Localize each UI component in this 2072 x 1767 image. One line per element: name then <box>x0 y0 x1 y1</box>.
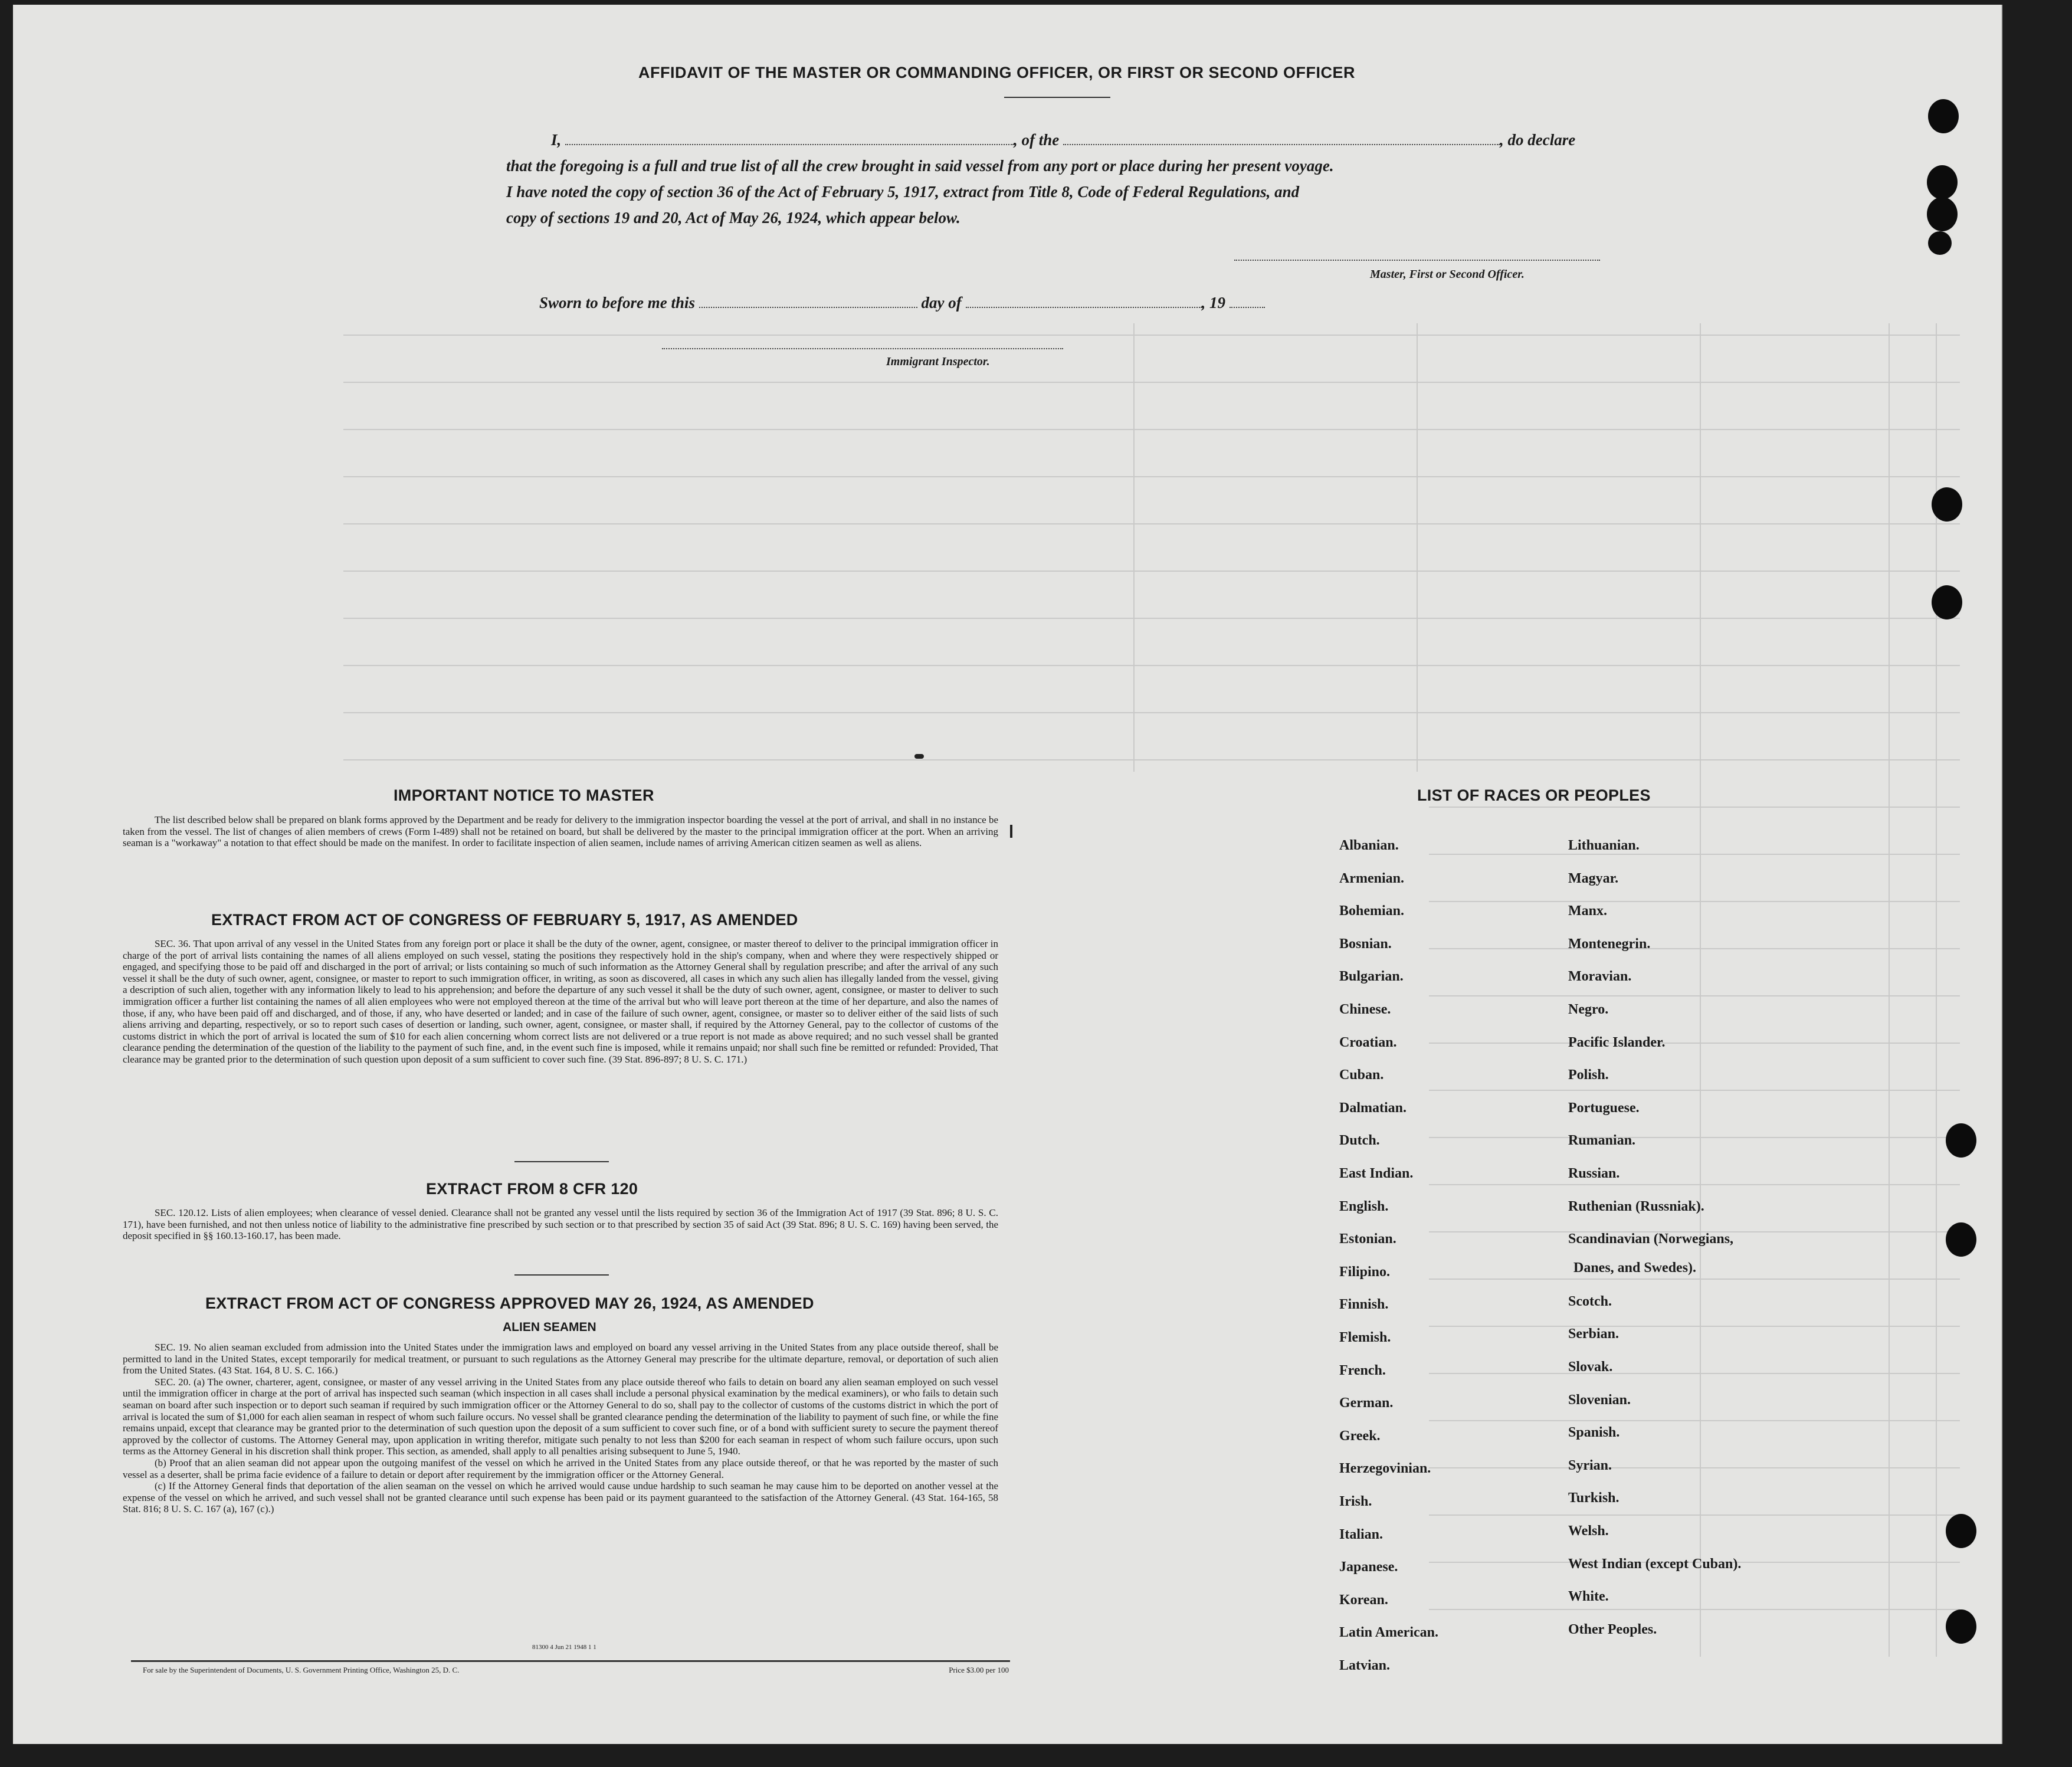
race-item: French. <box>1339 1362 1386 1378</box>
affidavit-title-rule <box>1004 97 1110 98</box>
race-item: Finnish. <box>1339 1297 1389 1313</box>
affidavit-line-4: copy of sections 19 and 20, Act of May 26, 1924, which appear below. <box>506 209 960 227</box>
punch-hole <box>1946 1222 1976 1257</box>
declarant-name-field[interactable] <box>565 132 1014 145</box>
cfr-text: SEC. 120.12. Lists of alien employees; when clearance of vessel denied. Clearance shall not be granted any vessel until the lists required by section 36 of the Immigration Act of 1917 (39 Stat. 896; 8 U. S. C. 171), have been furnished, and not then unless notice of liability to the administrative fine prescribed by such section or to that prescribed by section 35 of said Act (39 Stat. 896; 8 U. S. C. 169) having been served, the deposit specified in §§ 160.13-160.17, has been made. <box>123 1207 998 1242</box>
inspector-signature-label: Immigrant Inspector. <box>886 355 990 368</box>
race-item: Herzegovinian. <box>1339 1461 1431 1477</box>
master-signature-line[interactable] <box>1234 260 1600 261</box>
affidavit-declare-label: , do declare <box>1500 131 1576 149</box>
race-item: Latvian. <box>1339 1658 1391 1673</box>
section-20b-text: (b) Proof that an alien seaman did not appear upon the outgoing manifest of the vessel on which he arrived in the United States from any place outside thereof, or that he was reported by the master of such vessel as a deserter, shall be prima facie evidence of a failure to detain or deport after requirement by the immigration officer or the Attorney General. <box>123 1457 998 1480</box>
master-signature-label: Master, First or Second Officer. <box>1370 268 1525 281</box>
race-item: Polish. <box>1568 1067 1609 1083</box>
race-item: Ruthenian (Russniak). <box>1568 1198 1704 1214</box>
day-of-label: day of <box>921 294 962 312</box>
race-item: Slovak. <box>1568 1359 1613 1375</box>
stray-mark <box>1010 825 1012 838</box>
race-item: Estonian. <box>1339 1231 1396 1247</box>
footer <box>143 1666 1009 1675</box>
affidavit-i-label: I, <box>551 131 562 149</box>
race-item: Cuban. <box>1339 1067 1384 1083</box>
race-item: Dalmatian. <box>1339 1100 1407 1116</box>
race-item: English. <box>1339 1198 1389 1214</box>
race-item: Rumanian. <box>1568 1133 1636 1149</box>
race-item: Slovenian. <box>1568 1392 1631 1408</box>
cfr-top-rule <box>514 1161 609 1162</box>
sworn-line <box>539 294 1265 312</box>
section-19-text: SEC. 19. No alien seaman excluded from admission into the United States under the immigration laws and employed on board any vessel arriving in the United States from any place outside thereof, shall be permitted to land in the United States, except temporarily for medical treatment, or pursuant to such regulations as the Attorney General may prescribe for the ultimate departure, removal, or deportation of such alien from the United States. (43 Stat. 164, 8 U. S. C. 166.) <box>123 1342 998 1376</box>
race-item: Italian. <box>1339 1526 1383 1542</box>
alien-seamen-subtitle: ALIEN SEAMEN <box>503 1320 596 1334</box>
race-item: Syrian. <box>1568 1457 1612 1473</box>
race-item: Armenian. <box>1339 870 1404 886</box>
print-code: 81300 4 Jun 21 1948 1 1 <box>532 1644 596 1651</box>
race-item: Filipino. <box>1339 1264 1391 1280</box>
race-item: Spanish. <box>1568 1425 1620 1441</box>
affidavit-line-3: I have noted the copy of section 36 of the Act of February 5, 1917, extract from Title 8, Code of Federal Regulations, and <box>506 183 1300 201</box>
stray-mark <box>914 754 924 759</box>
extract-1924-title: EXTRACT FROM ACT OF CONGRESS APPROVED MAY 26, 1924, AS AMENDED <box>205 1294 814 1312</box>
punch-hole <box>1932 585 1962 619</box>
race-item: Chinese. <box>1339 1002 1391 1017</box>
sworn-year-field[interactable] <box>1230 295 1265 308</box>
race-item: Manx. <box>1568 903 1607 919</box>
inspector-signature-line[interactable] <box>662 348 1063 349</box>
extract-1924-body <box>123 1342 998 1515</box>
punch-hole <box>1946 1609 1976 1644</box>
sworn-label: Sworn to before me this <box>539 294 696 312</box>
notice-title: IMPORTANT NOTICE TO MASTER <box>394 786 654 804</box>
race-item: Montenegrin. <box>1568 936 1651 952</box>
race-item: Moravian. <box>1568 969 1632 985</box>
affidavit-declarant-line <box>551 131 1575 149</box>
document-page <box>13 5 2002 1744</box>
extract-1917-text: SEC. 36. That upon arrival of any vessel in the United States from any foreign port or place it shall be the duty of the owner, agent, consignee, or master thereof to deliver to the principal immigration officer in charge of the port of arrival lists containing the names of all aliens employed on such vessel, stating the positions they respectively hold in the ship's company, when and where they were respectively shipped or engaged, and specifying those to be paid off and discharged in the port of arrival; or lists containing so much of such information as the Attorney General shall by regulation prescribe; and after the arrival of any such vessel it shall be the duty of such owner, agent, consignee, or master to report to such immigration officer, in writing, as soon as discovered, all cases in which any such alien has illegally landed from the vessel, giving a description of such alien, together with any information likely to lead to his apprehension; and before the departure of any such vessel it shall be the duty of such owner, agent, consignee, or master to deliver to such immigration officer a further list containing the names of all alien employees who were not employed thereon at the time of the arrival but who will leave port thereon at the time of her departure, and also the names of those, if any, who have been paid off and discharged, and of those, if any, who have deserted or landed; and in case of the failure of such owner, agent, consignee, or master so to deliver either of the said lists of such aliens arriving and departing, respectively, or so to report such cases of desertion or landing, such owner, agent, consignee, or master shall, if required by the Attorney General, pay to the collector of customs of the customs district in which the port of arrival is located the sum of $10 for each alien concerning whom correct lists are not delivered or a true report is not made as above required; and no such vessel shall be granted clearance pending the determination of the question of the liability to the payment of such fine, and, in the event such fine is imposed, while it remains unpaid; nor shall such fine be remitted or refunded: Provided, That clearance may be granted prior to the determination of such question upon deposit of a sum sufficient to cover such fine. (39 Stat. 896-897; 8 U. S. C. 171.) <box>123 938 998 1065</box>
race-item: Bosnian. <box>1339 936 1392 952</box>
race-item: Korean. <box>1339 1592 1388 1608</box>
section-20c-text: (c) If the Attorney General finds that deportation of the alien seaman on the vessel on which he arrived would cause undue hardship to such seaman he may cause him to be deported on another vessel at the expense of the vessel on which he arrived, and such vessel shall not be granted clearance until such expense has been paid or its payment guaranteed to the satisfaction of the Attorney General. (43 Stat. 164-165, 58 Stat. 816; 8 U. S. C. 167 (a), 167 (c).) <box>123 1480 998 1515</box>
affidavit-title: AFFIDAVIT OF THE MASTER OR COMMANDING OFFICER, OR FIRST OR SECOND OFFICER <box>638 64 1355 81</box>
race-item: Flemish. <box>1339 1330 1391 1345</box>
race-item: Negro. <box>1568 1002 1609 1017</box>
race-item: Greek. <box>1339 1428 1381 1444</box>
punch-hole <box>1928 231 1952 255</box>
race-item: Dutch. <box>1339 1133 1380 1149</box>
punch-hole <box>1927 165 1958 199</box>
section-20a-text: SEC. 20. (a) The owner, charterer, agent, consignee, or master of any vessel arriving in the United States from any place outside thereof who fails to detain on board any alien seaman employed on such vessel until the immigration officer in charge at the port of arrival has inspected such seaman (which inspection in all cases shall include a personal physical examination by the medical examiners), or who fails to detain such seaman on board after such inspection or to deport such seaman if required by such immigration officer or the Attorney General to do so, shall pay to the collector of customs of the customs district in which the port of arrival is located the sum of $1,000 for each alien seaman in respect of whom such failure occurs. No vessel shall be granted clearance pending the determination of the liability to payment of such fine, or while the fine remains unpaid, except that clearance may be granted prior to the determination of such question upon the deposit of a sum sufficient to cover such fine, or of a bond with sufficient surety to secure the payment thereof approved by the collector of customs. The Attorney General may, upon application in writing therefor, mitigate such penalty to not less than $200 for each seaman in respect of whom such failure occurs, upon such terms as the Attorney General in his discretion shall think proper. This section, as amended, shall apply to all penalties arising subsequent to June 5, 1940. <box>123 1376 998 1457</box>
race-item: Japanese. <box>1339 1559 1398 1575</box>
affidavit-of-label: , of the <box>1014 131 1060 149</box>
punch-hole <box>1932 487 1962 522</box>
race-item: Other Peoples. <box>1568 1621 1657 1637</box>
race-item: Serbian. <box>1568 1326 1619 1342</box>
race-item: West Indian (except Cuban). <box>1568 1556 1742 1572</box>
race-item: Albanian. <box>1339 838 1399 853</box>
race-item: White. <box>1568 1589 1609 1605</box>
race-item: Magyar. <box>1568 870 1619 886</box>
punch-hole <box>1946 1514 1976 1548</box>
race-item: Latin American. <box>1339 1625 1438 1641</box>
race-item: Lithuanian. <box>1568 838 1640 853</box>
extract-1917-title: EXTRACT FROM ACT OF CONGRESS OF FEBRUARY 5, 1917, AS AMENDED <box>211 911 798 929</box>
race-item: Welsh. <box>1568 1523 1609 1539</box>
vessel-name-field[interactable] <box>1063 132 1500 145</box>
race-item: Scotch. <box>1568 1293 1612 1309</box>
race-item: Bulgarian. <box>1339 969 1404 985</box>
punch-hole <box>1928 99 1959 133</box>
punch-hole <box>1927 197 1958 231</box>
race-item: Portuguese. <box>1568 1100 1640 1116</box>
race-item: Croatian. <box>1339 1034 1397 1050</box>
footer-sale-note: For sale by the Superintendent of Documents, U. S. Government Printing Office, Washington 25, D. C. <box>143 1666 460 1674</box>
race-scandinavian-continuation: Danes, and Swedes). <box>1573 1260 1697 1276</box>
sworn-month-field[interactable] <box>966 295 1202 308</box>
race-item: Bohemian. <box>1339 903 1405 919</box>
punch-hole <box>1946 1123 1976 1158</box>
notice-text: The list described below shall be prepared on blank forms approved by the Department and be ready for delivery to the immigration inspector boarding the vessel at the port of arrival, and shall in no instance be taken from the vessel. The list of changes of alien members of crews (Form I-489) shall not be retained on board, but shall be delivered by the master to the principal immigration officer at the port. When an arriving seaman is a "workaway" a notation to that effect should be made on the manifest. In order to facilitate inspection of alien seamen, include names of arriving American citizen seamen as well as aliens. <box>123 814 998 849</box>
race-item: Scandinavian (Norwegians, <box>1568 1231 1734 1247</box>
race-item: Pacific Islander. <box>1568 1034 1666 1050</box>
sworn-day-field[interactable] <box>699 295 917 308</box>
cfr-title: EXTRACT FROM 8 CFR 120 <box>426 1180 638 1198</box>
extract-1924-top-rule <box>514 1274 609 1276</box>
race-item: Turkish. <box>1568 1490 1619 1506</box>
affidavit-line-2: that the foregoing is a full and true list of all the crew brought in said vessel from any port or place during her present voyage. <box>506 157 1334 175</box>
race-item: German. <box>1339 1395 1394 1411</box>
race-item: Russian. <box>1568 1166 1620 1181</box>
race-item: Irish. <box>1339 1494 1372 1509</box>
race-item: East Indian. <box>1339 1166 1414 1181</box>
footer-price: Price $3.00 per 100 <box>949 1666 1009 1674</box>
races-title: LIST OF RACES OR PEOPLES <box>1417 786 1651 804</box>
year-label: , 19 <box>1201 294 1226 312</box>
footer-rule <box>131 1660 1010 1662</box>
